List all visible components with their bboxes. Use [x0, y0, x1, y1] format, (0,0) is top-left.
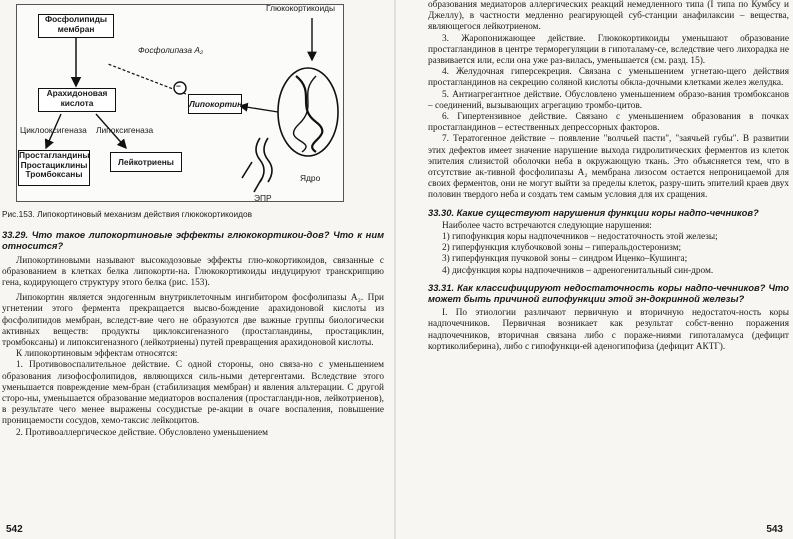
box-prostaglandins: Простагландины Простациклины Тромбоксаны [18, 150, 90, 186]
question-heading-33-30: 33.30. Какие существуют нарушения функции коры надпо-чечников? [428, 206, 759, 218]
page-number-right: 543 [766, 523, 783, 535]
list-item: 3) гиперфункция пучковой зоны – синдром Иценко–Кушинга; [442, 254, 688, 265]
paragraph: Наиболее часто встречаются следующие нарушения: [442, 220, 652, 231]
box-lipocortin: Липокортин [188, 94, 242, 114]
paragraph: К липокортиновым эффектам относятся: [16, 349, 178, 360]
left-page [0, 0, 390, 539]
paragraph: 1. Противовоспалительное действие. С одной стороны, оно связа-но с уменьшением образования лизофосфолипидов, являющихся силь-ными детергентами. Вследствие этого уменьшается повреждение мем-бран (стабилизация мембран) и явления альтерации. С другой сторо-ны, уменьшается образование медиаторов воспаления (простагланди-нов, лейкотриенов), в результате чего менее выражены сосудистые ре-акции в очаге воспаления, повышение проницаемости сосудов, хемо-таксис лейкоцитов. [2, 360, 384, 427]
label-glucocorticoids: Глюкокортикоиды [266, 3, 336, 13]
box-phospholipids: Фосфолипиды мембран [38, 14, 114, 38]
paragraph: Липокортин является эндогенным внутриклеточным ингибитором фосфолипазы A₂. При угнетении этого фермента прекращается высво-бождение арахидоновой кислоты из фосфолипидов мембран, вследст-вие чего не образуются две важные группы биологически активных веществ: продукты циклоксигеназного (простагландины, простациклин, тромбоксаны) и липоксигеназного (лейкотриены) путей превращения арахидоновой кислоты. [2, 293, 384, 349]
paragraph: 2. Противоаллергическое действие. Обусловлено уменьшением [16, 427, 268, 438]
paragraph: образования медиаторов аллергических реакций немедленного типа (I типа по Кумбсу и Джеллу), в частности медленно реагирующей суб-станции анафилаксии – вещества, являющегося лейкотриеном. [428, 0, 789, 33]
paragraph: Липокортиновыми называют высокодозовые эффекты глю-кокортикоидов, связанные с образованием в клетках белка липокорти-на. Глюкокортикоиды индуцируют транскрипцию гена, кодирующего структуру этого белка (рис. 153). [2, 255, 384, 289]
label-nucleus: Ядро [300, 173, 321, 183]
box-arachidonic-acid: Арахидоновая кислота [38, 88, 116, 112]
er-shape [242, 138, 272, 192]
paragraph: 3. Жаропонижающее действие. Глюкокортикоиды уменьшают образование простагландинов в центре терморегуляции в гипоталаму-се, вследствие чего лихорадка не развивается или, если она уже раз-вилась, уменьшается (см. разд. 15). [428, 33, 789, 67]
figure-153 [16, 2, 346, 210]
page-gutter [394, 0, 396, 539]
paragraph: 7. Тератогенное действие – появление "волчьей пасти", "заячьей губы". В развитии этих дефектов имеет значение нарушение выхода гидролитических ферментов из клеток эпителия слизистой оболочки неба в окружающую ткань. Это объясняется тем, что в отсутствие ак-тивной фосфолипазы A₂ мембрана лизосом остается непроницаемой для своих ферментов, они не могут выйти за пределы клеток, разру-шить эпителий краев двух половин твердого неба и создать тем самым условия для их сращения. [428, 134, 789, 201]
question-heading-33-29: 33.29. Что такое липокортиновые эффекты глюкокортикои-дов? Что к ним относится? [2, 229, 384, 252]
label-epr: ЭПР [254, 193, 272, 203]
paragraph: 5. Антиагрегантное действие. Обусловлено уменьшением образо-вания тромбоксанов – соединений, вызывающих агрегацию тромбо-цитов. [428, 89, 789, 111]
list-item: 1) гипофункция коры надпочечников – недостаточность этой железы; [442, 232, 718, 243]
box-leukotrienes: Лейкотриены [110, 152, 182, 172]
page-number-left: 542 [6, 523, 23, 535]
paragraph: 4. Желудочная гиперсекреция. Связана с уменьшением угнетаю-щего действия простагландинов на секрецию соляной кислоты обкла-дочными клетками желез желудка. [428, 67, 789, 89]
paragraph: 6. Гипертензивное действие. Связано с уменьшением образования в почках простагландинов – естественных депрессорных факторов. [428, 112, 789, 134]
paragraph: I. По этиологии различают первичную и вторичную недостаточ-ность коры надпочечников. Первичная возникает как результат собст-венно поражения надпочечников, вторичная связана либо с пораже-ниями гипоталамуса (дефицит кортиколиберина), либо с гипофункци-ей аденогипофиза (дефицит АКТГ). [428, 308, 789, 352]
right-page [400, 0, 793, 539]
question-heading-33-31: 33.31. Как классифицируют недостаточность коры надпо-чечников? Что может быть причиной гипофункции этой эн-докринной железы? [428, 281, 789, 305]
left-body [2, 209, 384, 439]
label-minus: − [176, 81, 181, 91]
label-phospholipase: Фосфолипаза A₂ [138, 45, 204, 55]
list-item: 2) гиперфункция клубочковой зоны – гиперальдостеронизм; [442, 243, 682, 254]
list-item: 4) дисфункция коры надпочечников – адреногенитальный син-дром. [442, 265, 714, 276]
right-body [428, 0, 789, 353]
label-lipoxygenase: Липоксигеназа [96, 125, 154, 135]
figure-caption: Рис.153. Липокортиновый механизм действия глюкокортикоидов [2, 209, 252, 219]
label-cyclooxygenase: Циклооксигеназа [20, 125, 87, 135]
arrow-nucleus-to-lipocortin [240, 106, 278, 112]
